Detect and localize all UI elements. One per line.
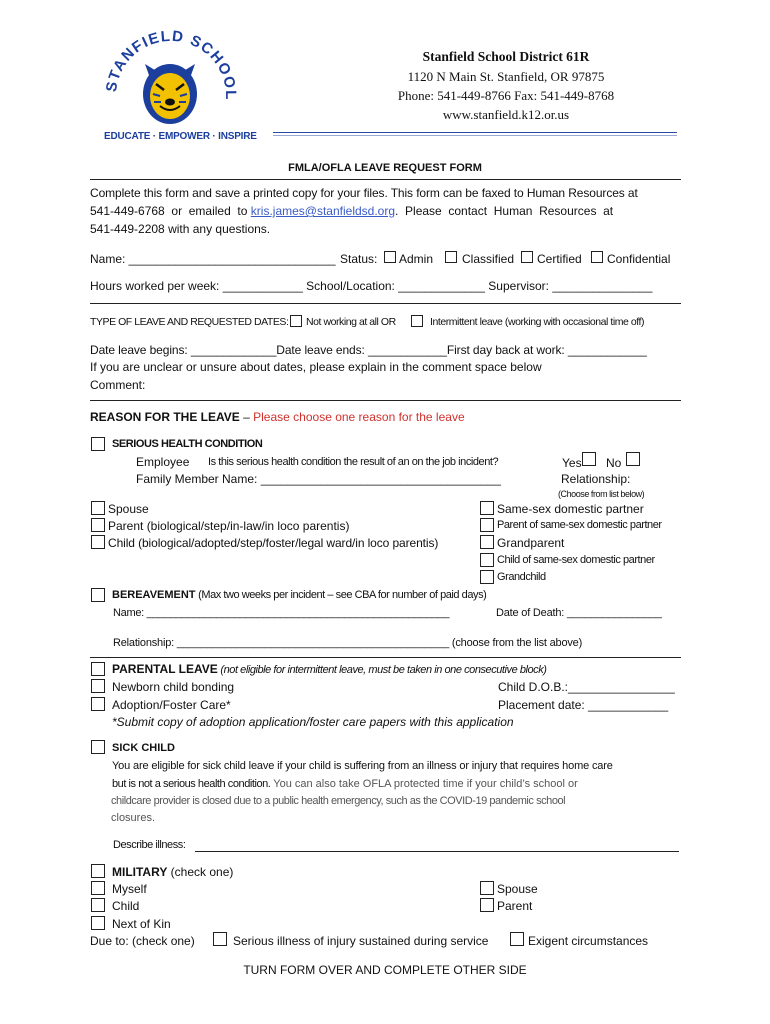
parental-title: PARENTAL LEAVE (112, 662, 218, 676)
header-rule-thin (273, 135, 677, 136)
reason-heading (90, 410, 465, 424)
serious-illness-service-checkbox[interactable] (213, 932, 227, 946)
status-confidential-label: Confidential (607, 252, 671, 266)
turn-over-footer: TURN FORM OVER AND COMPLETE OTHER SIDE (243, 963, 527, 977)
sick-child-line-3: childcare provider is closed due to a public health emergency, such as the COVID-19 pandemic school (111, 795, 566, 807)
choose-from-list-note: (Choose from list below) (558, 489, 645, 499)
logo-tagline: EDUCATE · EMPOWER · INSPIRE (104, 131, 257, 142)
yes-label: Yes (562, 456, 582, 470)
leave-type-label: TYPE OF LEAVE AND REQUESTED DATES: (90, 316, 289, 328)
job-incident-question: Is this serious health condition the result of an on the job incident? (208, 456, 499, 468)
employee-label: Employee (136, 455, 190, 469)
grandparent-label: Grandparent (497, 536, 565, 550)
military-myself-checkbox[interactable] (91, 881, 105, 895)
parent-label: Parent (biological/step/in-law/in loco parentis) (108, 519, 350, 533)
child-checkbox[interactable] (91, 535, 105, 549)
bereavement-checkbox[interactable] (91, 588, 105, 602)
military-myself-label: Myself (112, 882, 147, 896)
sick-child-eligibility: but is not a serious health condition. (112, 778, 271, 790)
status-classified-label: Classified (462, 252, 515, 266)
intro-line-3: 541-449-2208 with any questions. (90, 222, 271, 236)
sick-child-line-2 (112, 778, 578, 790)
deceased-name-field[interactable]: Name: ____________________________________________________ (113, 607, 450, 619)
intro-line-2 (90, 204, 613, 218)
org-address: 1120 N Main St. Stanfield, OR 97875 (407, 69, 605, 84)
child-of-partner-label: Child of same-sex domestic partner (497, 554, 655, 566)
intro-fax-text: 541-449-6768 or emailed to (90, 204, 251, 218)
child-label: Child (biological/adopted/step/foster/legal ward/in loco parentis) (108, 536, 439, 550)
intro-contact-text: . Please contact Human Resources at (395, 204, 614, 218)
relationship-label: Relationship: (561, 472, 631, 486)
military-parent-label: Parent (497, 899, 533, 913)
intro-line-1: Complete this form and save a printed copy for your files. This form can be faxed to Human Resources at (90, 186, 638, 200)
no-label: No (606, 456, 622, 470)
same-sex-partner-checkbox[interactable] (480, 501, 494, 515)
child-dob-field[interactable]: Child D.O.B.:________________ (498, 680, 675, 694)
parental-heading (112, 662, 547, 676)
bereavement-title: BEREAVEMENT (112, 589, 196, 601)
grandchild-checkbox[interactable] (480, 570, 494, 584)
sick-child-line-1: You are eligible for sick child leave if your child is suffering from an illness or injury that requires home care (112, 760, 613, 772)
org-website: www.stanfield.k12.or.us (442, 107, 570, 122)
placement-date-field[interactable]: Placement date: ____________ (498, 698, 669, 712)
describe-illness-label: Describe illness: (113, 839, 186, 851)
adoption-label: Adoption/Foster Care* (112, 698, 231, 712)
due-to-label: Due to: (check one) (90, 934, 195, 948)
name-field[interactable]: Name: _______________________________ (90, 252, 336, 266)
military-child-checkbox[interactable] (91, 898, 105, 912)
serious-health-title: SERIOUS HEALTH CONDITION (112, 438, 263, 450)
not-working-label: Not working at all OR (306, 316, 396, 328)
parental-leave-checkbox[interactable] (91, 662, 105, 676)
status-certified-label: Certified (537, 252, 582, 266)
military-spouse-label: Spouse (497, 882, 538, 896)
intermittent-checkbox[interactable] (411, 315, 423, 327)
district-logo (98, 18, 243, 146)
parent-checkbox[interactable] (91, 518, 105, 532)
military-checkbox[interactable] (91, 864, 105, 878)
reason-heading-text: REASON FOR THE LEAVE (90, 410, 240, 424)
comment-label: Comment: (90, 378, 146, 392)
newborn-checkbox[interactable] (91, 679, 105, 693)
reason-dash: – (239, 410, 254, 424)
spouse-label: Spouse (108, 502, 149, 516)
leave-dates-fields[interactable]: Date leave begins: _____________Date leave ends: ____________First day back at work: ____________ (90, 343, 647, 357)
section-rule-2 (90, 400, 681, 401)
status-certified-checkbox[interactable] (521, 251, 533, 263)
exigent-circumstances-label: Exigent circumstances (528, 934, 649, 948)
bereavement-relationship-field[interactable]: Relationship: ______________________________________________ (choose from the list above) (113, 637, 583, 649)
parent-of-partner-checkbox[interactable] (480, 518, 494, 532)
unsure-dates-note: If you are unclear or unsure about dates, please explain in the comment space below (90, 360, 542, 374)
military-next-of-kin-label: Next of Kin (112, 917, 171, 931)
hr-email-link[interactable]: kris.james@stanfieldsd.org (250, 204, 396, 218)
reason-instruction: Please choose one reason for the leave (253, 410, 465, 424)
tiger-icon (143, 64, 197, 124)
org-name: Stanfield School District 61R (422, 49, 590, 64)
military-parent-checkbox[interactable] (480, 898, 494, 912)
grandchild-label: Grandchild (497, 571, 546, 583)
parental-note: (not eligible for intermittent leave, must be taken in one consecutive block) (217, 664, 547, 676)
adoption-checkbox[interactable] (91, 697, 105, 711)
logo-arc-text: STANFIELD SCHOOL (102, 27, 240, 101)
org-phone-fax: Phone: 541-449-8766 Fax: 541-449-8768 (397, 88, 615, 103)
military-child-label: Child (112, 899, 140, 913)
sick-child-line-4: closures. (111, 812, 156, 824)
military-heading (112, 865, 233, 879)
status-admin-checkbox[interactable] (384, 251, 396, 263)
serious-illness-service-label: Serious illness of injury sustained during service (233, 934, 489, 948)
same-sex-partner-label: Same-sex domestic partner (497, 502, 644, 516)
yes-checkbox[interactable] (582, 452, 596, 466)
section-rule-3 (90, 657, 681, 658)
spouse-checkbox[interactable] (91, 501, 105, 515)
bereavement-note: (Max two weeks per incident – see CBA for number of paid days) (195, 589, 487, 601)
form-title: FMLA/OFLA LEAVE REQUEST FORM (288, 162, 482, 174)
ofla-school-closure-text: You can also take OFLA protected time if your child’s school or (270, 778, 578, 790)
military-check-one: (check one) (167, 865, 234, 879)
bereavement-heading (112, 589, 486, 601)
newborn-label: Newborn child bonding (112, 680, 235, 694)
date-of-death-field[interactable]: Date of Death: ________________ (496, 607, 662, 619)
military-spouse-checkbox[interactable] (480, 881, 494, 895)
child-of-partner-checkbox[interactable] (480, 553, 494, 567)
military-next-of-kin-checkbox[interactable] (91, 916, 105, 930)
intermittent-label: Intermittent leave (working with occasional time off) (430, 316, 645, 328)
header-rule (273, 132, 677, 133)
status-confidential-checkbox[interactable] (591, 251, 603, 263)
status-label: Status: (340, 252, 378, 266)
status-classified-checkbox[interactable] (445, 251, 457, 263)
title-rule (90, 179, 681, 180)
sick-child-title: SICK CHILD (112, 742, 175, 754)
status-admin-label: Admin (399, 252, 434, 266)
military-title: MILITARY (112, 865, 168, 879)
exigent-circumstances-checkbox[interactable] (510, 932, 524, 946)
adoption-submit-note: *Submit copy of adoption application/foster care papers with this application (112, 715, 514, 729)
not-working-checkbox[interactable] (290, 315, 302, 327)
grandparent-checkbox[interactable] (480, 535, 494, 549)
section-rule-1 (90, 303, 681, 304)
no-checkbox[interactable] (626, 452, 640, 466)
describe-illness-line[interactable] (195, 851, 679, 852)
parent-of-partner-label: Parent of same-sex domestic partner (497, 519, 662, 531)
serious-health-checkbox[interactable] (91, 437, 105, 451)
hours-school-supervisor-fields[interactable]: Hours worked per week: ____________ School/Location: _____________ Supervisor: _______________ (90, 279, 653, 293)
sick-child-checkbox[interactable] (91, 740, 105, 754)
family-member-name-field[interactable]: Family Member Name: ____________________________________ (136, 472, 501, 486)
